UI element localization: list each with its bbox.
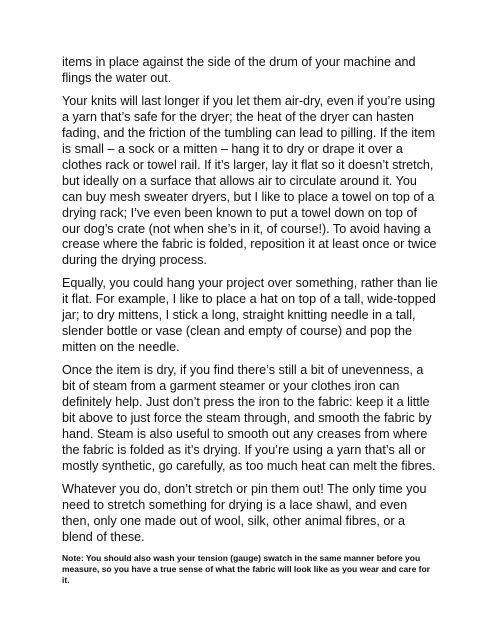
paragraph-no-stretch: Whatever you do, don’t stretch or pin them out! The only time you need to stretch something for drying is a lace shawl, and even then, only one made out of wool, silk, other animal fibres, or a blend of these. (62, 481, 427, 544)
paragraph-drum: items in place against the side of the drum of your machine and flings the water out. (62, 55, 416, 85)
swatch-note: Note: You should also wash your tension (gauge) swatch in the same manner before you measure, so you have a true sense of what the fabric will look like as you wear and care for it. (62, 552, 430, 586)
paragraph-steam: Once the item is dry, if you find there’s still a bit of unevenness, a bit of steam from a garment steamer or your clothes iron can definitely help. Just don’t press the iron to the fabric: keep it a little bit above to just force the steam through, and smooth the fabric by hand. Steam is also useful to smooth out any creases from where the fabric is folded as it’s drying. If you’re using a yarn that’s all or mostly synthetic, go carefully, as too much heat can melt the fibres. (62, 363, 436, 473)
paragraph-hang-project: Equally, you could hang your project over something, rather than lie it flat. For example, I like to place a hat on top of a tall, wide-topped jar; to dry mittens, I stick a long, straight knitting needle in a tall, slender bottle or vase (clean and empty of course) and pop the mitten on the needle. (62, 276, 438, 355)
paragraph-air-dry: Your knits will last longer if you let them air-dry, even if you’re using a yarn that’s safe for the dryer; the heat of the dryer can hasten fading, and the friction of the tumbling can lead to pilling. If the item is small – a sock or a mitten – hang it to dry or drape it over a clothes rack or towel rail. If it’s larger, lay it flat so it doesn’t stretch, but ideally on a surface that allows air to circulate around it. You can buy mesh sweater dryers, but I like to place a towel on top of a drying rack; I’ve even been known to put a towel down on top of our dog’s crate (not when she’s in it, of course!). To avoid having a crease where the fabric is folded, reposition it at least once or twice during the drying process. (62, 93, 437, 268)
page-body (62, 55, 438, 586)
